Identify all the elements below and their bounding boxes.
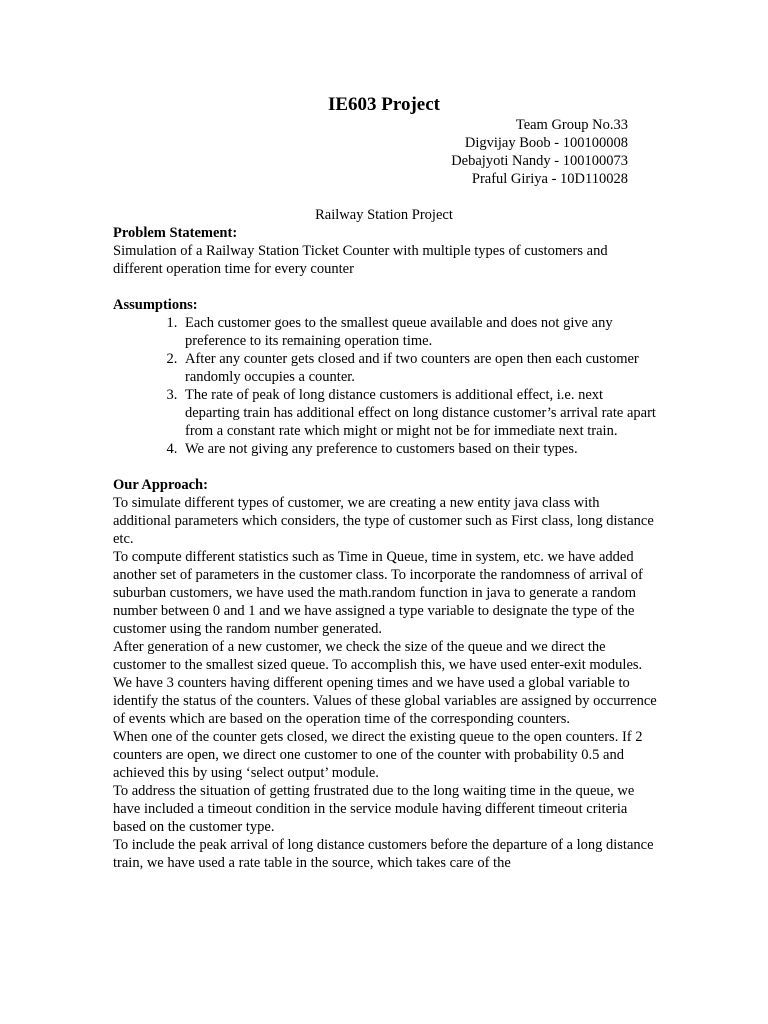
approach-paragraph: We have 3 counters having different opening times and we have used a global variable to identify the status of the counters. Values of these global variables are assigned by occurrence of events which are based on the operation time of the corresponding counters. bbox=[113, 675, 657, 727]
approach-paragraph: After generation of a new customer, we check the size of the queue and we direct the customer to the smallest sized queue. To accomplish this, we have used enter-exit modules. bbox=[113, 639, 643, 673]
assumptions-heading: Assumptions: bbox=[113, 297, 198, 313]
assumption-item: 3. The rate of peak of long distance customers is additional effect, i.e. next departing train has additional effect on long distance customer’s arrival rate apart from a constant rate which might or might not be for immediate next train. bbox=[181, 386, 658, 440]
problem-statement-heading: Problem Statement: bbox=[113, 225, 238, 241]
team-member-line: Digvijay Boob - 100100008 bbox=[464, 135, 628, 151]
document-title: IE603 Project bbox=[327, 94, 441, 115]
document-subtitle: Railway Station Project bbox=[315, 207, 453, 223]
approach-paragraph: To simulate different types of customer, we are creating a new entity java class with additional parameters which considers, the type of customer such as First class, long distance etc. bbox=[113, 495, 654, 547]
team-member-line: Praful Giriya - 10D110028 bbox=[471, 171, 628, 187]
team-group-line: Team Group No.33 bbox=[515, 117, 628, 133]
assumption-item: 1. Each customer goes to the smallest queue available and does not give any preference to its remaining operation time. bbox=[181, 314, 658, 350]
assumptions-list bbox=[113, 314, 658, 458]
team-info bbox=[451, 116, 628, 188]
assumption-item: 4. We are not giving any preference to customers based on their types. bbox=[181, 440, 658, 458]
approach-heading: Our Approach: bbox=[113, 477, 208, 493]
approach-paragraph: To address the situation of getting frustrated due to the long waiting time in the queue, we have included a timeout condition in the service module having different timeout criteria based on the customer type. bbox=[113, 783, 635, 835]
problem-statement-text: Simulation of a Railway Station Ticket Counter with multiple types of customers and different operation time for every counter bbox=[113, 243, 608, 277]
document-body bbox=[113, 224, 658, 872]
team-member-line: Debajyoti Nandy - 100100073 bbox=[451, 153, 628, 169]
spacer bbox=[113, 278, 658, 296]
approach-paragraph: To include the peak arrival of long distance customers before the departure of a long distance train, we have used a rate table in the source, which takes care of the bbox=[113, 837, 654, 871]
assumption-item: 2. After any counter gets closed and if two counters are open then each customer randomly occupies a counter. bbox=[181, 350, 658, 386]
approach-paragraph: When one of the counter gets closed, we direct the existing queue to the open counters. If 2 counters are open, we direct one customer to one of the counter with probability 0.5 and achieved this by using ‘select output’ module. bbox=[113, 729, 643, 781]
spacer bbox=[113, 458, 658, 476]
approach-paragraph: To compute different statistics such as Time in Queue, time in system, etc. we have added another set of parameters in the customer class. To incorporate the randomness of arrival of suburban customers, we have used the math.random function in java to generate a random number between 0 and 1 and we have assigned a type variable to designate the type of the customer using the random number generated. bbox=[113, 549, 643, 637]
